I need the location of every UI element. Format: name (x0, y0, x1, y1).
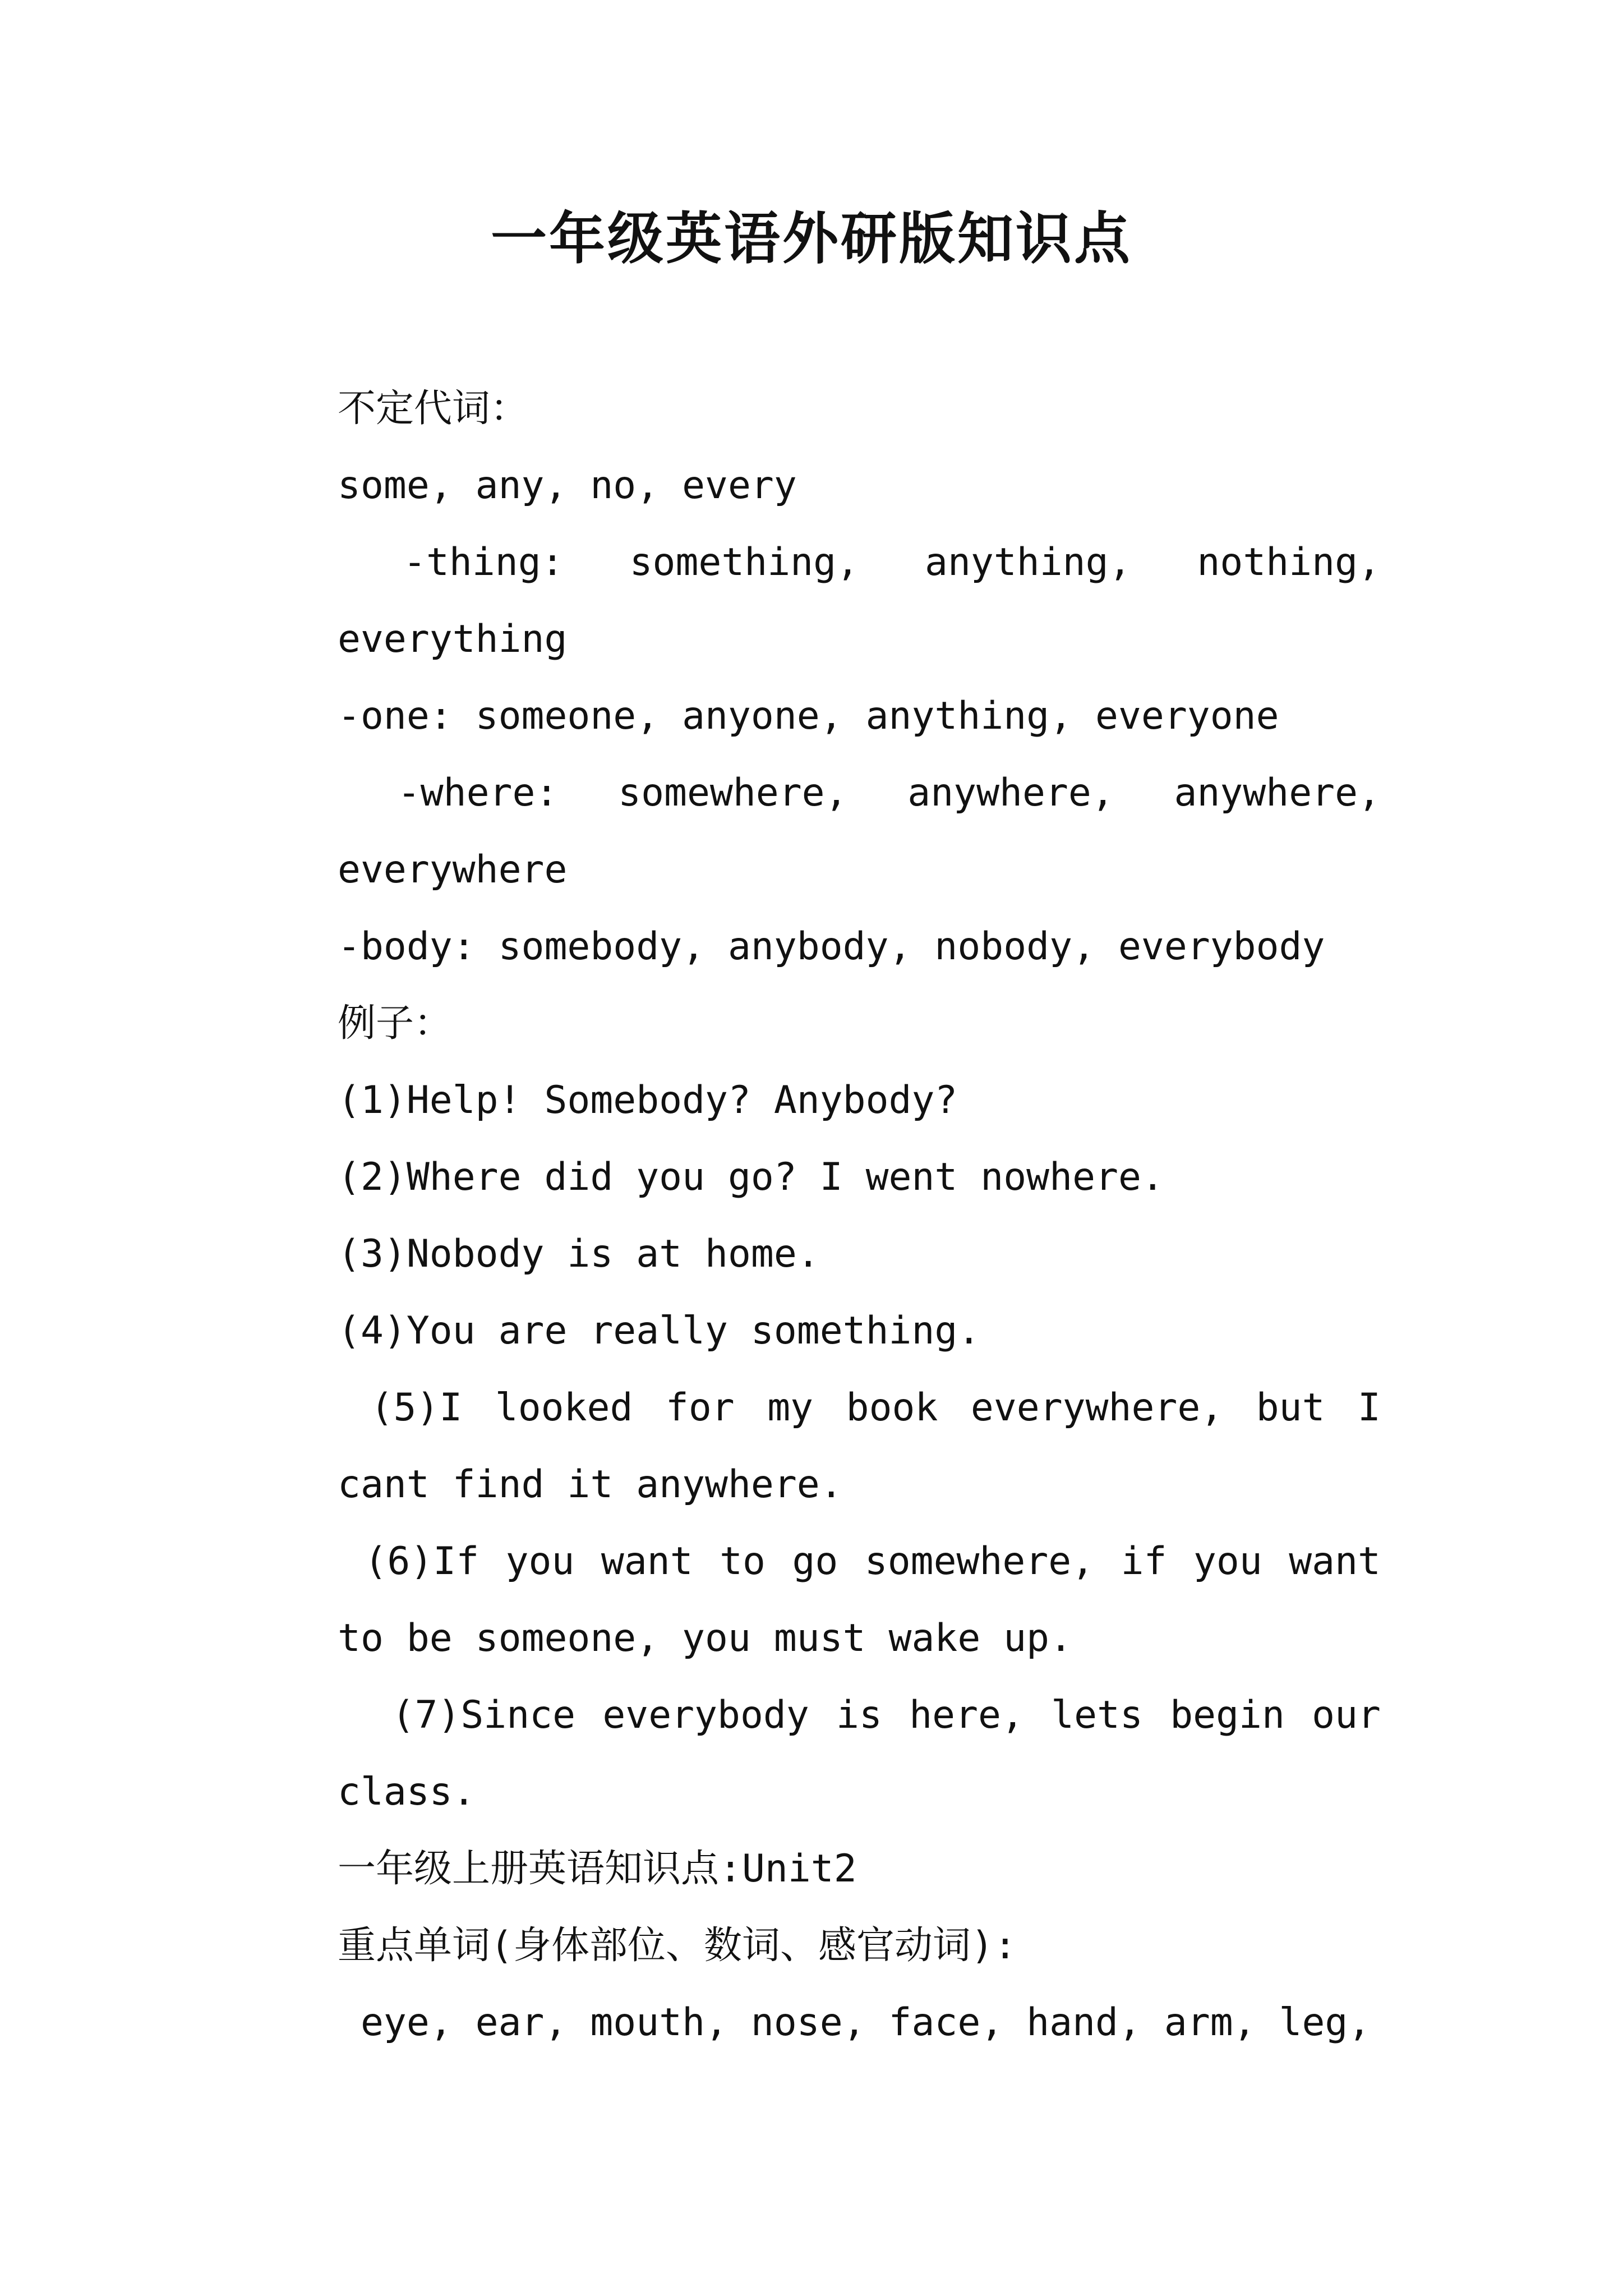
document-body (248, 370, 1404, 2061)
example-4: (4)You are really something. (338, 1309, 981, 1353)
example-6: (6)If you want to go somewhere, if you want to be someone, you must wake up. (338, 1539, 1404, 1660)
section-heading-examples: 例子： (338, 1001, 453, 1046)
example-3: (3)Nobody is at home. (338, 1232, 820, 1276)
example-1: (1)Help! Somebody? Anybody? (338, 1078, 958, 1122)
paragraph-one-forms: -one: someone, anyone, anything, everyone (338, 694, 1279, 738)
section-heading-key-words: 重点单词(身体部位、数词、感官动词): (338, 1924, 1017, 1968)
paragraph-determiners: some, any, no, every (338, 463, 797, 508)
paragraph-where-forms: -where: somewhere, anywhere, anywhere, everywhere (338, 771, 1404, 892)
paragraph-thing-forms: -thing: something, anything, nothing, everything (338, 540, 1404, 661)
section-heading-unit2: 一年级上册英语知识点:Unit2 (338, 1847, 857, 1891)
example-2: (2)Where did you go? I went nowhere. (338, 1155, 1164, 1199)
section-heading-indefinite-pronouns: 不定代词： (338, 386, 529, 431)
paragraph-body-part-words: eye, ear, mouth, nose, face, hand, arm, leg, (338, 2000, 1371, 2045)
example-5: (5)I looked for my book everywhere, but I cant find it anywhere. (338, 1386, 1404, 1507)
example-7: (7)Since everybody is here, lets begin our class. (338, 1693, 1404, 1814)
document-title: 一年级英语外研版知识点 (491, 205, 1132, 272)
paragraph-body-forms: -body: somebody, anybody, nobody, everybody (338, 924, 1325, 969)
